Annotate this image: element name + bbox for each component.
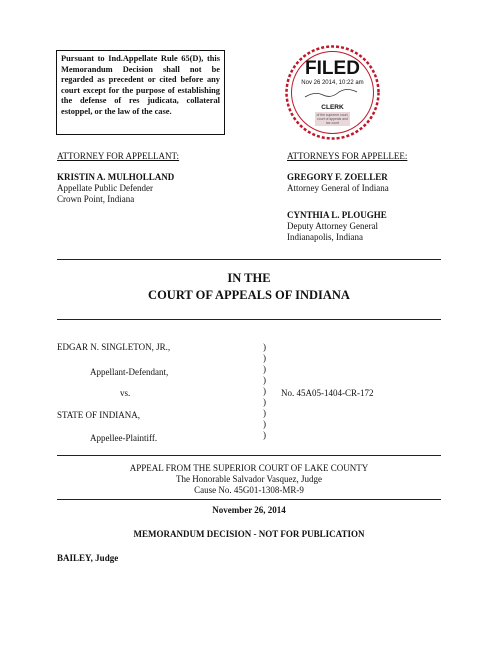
divider xyxy=(57,259,441,260)
caption-paren: ) xyxy=(263,353,266,363)
filed-stamp xyxy=(285,45,380,140)
filed-stamp-clerk: CLERK xyxy=(321,104,344,111)
appellee-party: STATE OF INDIANA, xyxy=(57,410,141,420)
judge-name: BAILEY, Judge xyxy=(57,553,119,563)
decision-title: MEMORANDUM DECISION - NOT FOR PUBLICATION xyxy=(133,529,365,539)
decision-date: November 26, 2014 xyxy=(212,505,286,515)
divider xyxy=(57,455,441,456)
appeal-judge: The Honorable Salvador Vasquez, Judge xyxy=(175,474,323,484)
appeal-cause-number: Cause No. 45G01-1308-MR-9 xyxy=(194,485,304,495)
caption-parentheses xyxy=(263,342,266,441)
divider xyxy=(57,319,441,320)
caption-paren: ) xyxy=(263,364,266,374)
filed-stamp-label: FILED xyxy=(305,58,360,79)
court-heading-line2: COURT OF APPEALS OF INDIANA xyxy=(148,288,350,302)
appellant-attorney-location: Crown Point, Indiana xyxy=(57,194,135,204)
filed-stamp-subtitle-line: court of appeals and xyxy=(317,117,348,121)
filed-stamp-datetime: Nov 26 2014, 10:22 am xyxy=(301,80,364,86)
caption-paren: ) xyxy=(263,419,266,429)
divider xyxy=(57,499,441,500)
appellant-attorney-heading: ATTORNEY FOR APPELLANT: xyxy=(57,151,180,161)
appellee-attorney-name: GREGORY F. ZOELLER xyxy=(287,172,388,182)
case-number: No. 45A05-1404-CR-172 xyxy=(281,388,374,398)
filed-stamp-subtitle-line: of the supreme court, xyxy=(316,113,349,117)
appellee-deputy-location: Indianapolis, Indiana xyxy=(287,232,363,242)
appellee-deputy-title: Deputy Attorney General xyxy=(287,221,378,231)
caption-paren: ) xyxy=(263,386,266,396)
appellant-attorney-title: Appellate Public Defender xyxy=(57,183,153,193)
appellant-party: EDGAR N. SINGLETON, JR., xyxy=(57,342,171,352)
caption-paren: ) xyxy=(263,408,266,418)
appeal-court: APPEAL FROM THE SUPERIOR COURT OF LAKE COUNTY xyxy=(129,463,369,473)
versus: vs. xyxy=(120,388,131,398)
caption-paren: ) xyxy=(263,375,266,385)
appellee-role: Appellee-Plaintiff. xyxy=(90,433,158,443)
filed-stamp-subtitle-line: tax court xyxy=(325,121,339,125)
appellee-attorney-title: Attorney General of Indiana xyxy=(287,183,389,193)
caption-paren: ) xyxy=(263,397,266,407)
caption-paren: ) xyxy=(263,342,266,352)
court-heading-line1: IN THE xyxy=(227,271,271,285)
appellee-deputy-name: CYNTHIA L. PLOUGHE xyxy=(287,210,387,220)
caption-paren: ) xyxy=(263,430,266,440)
appellee-attorneys-heading: ATTORNEYS FOR APPELLEE: xyxy=(287,151,408,161)
non-precedent-notice: Pursuant to Ind.Appellate Rule 65(D), this Memorandum Decision shall not be regarded as precedent or cited before any court except for the purpose of establishing the defense of res judicata, collateral estoppel, or the law of the case. xyxy=(56,50,225,135)
appellant-attorney-name: KRISTIN A. MULHOLLAND xyxy=(57,172,175,182)
filed-stamp-subtitle xyxy=(285,113,380,125)
appellant-role: Appellant-Defendant, xyxy=(90,367,169,377)
